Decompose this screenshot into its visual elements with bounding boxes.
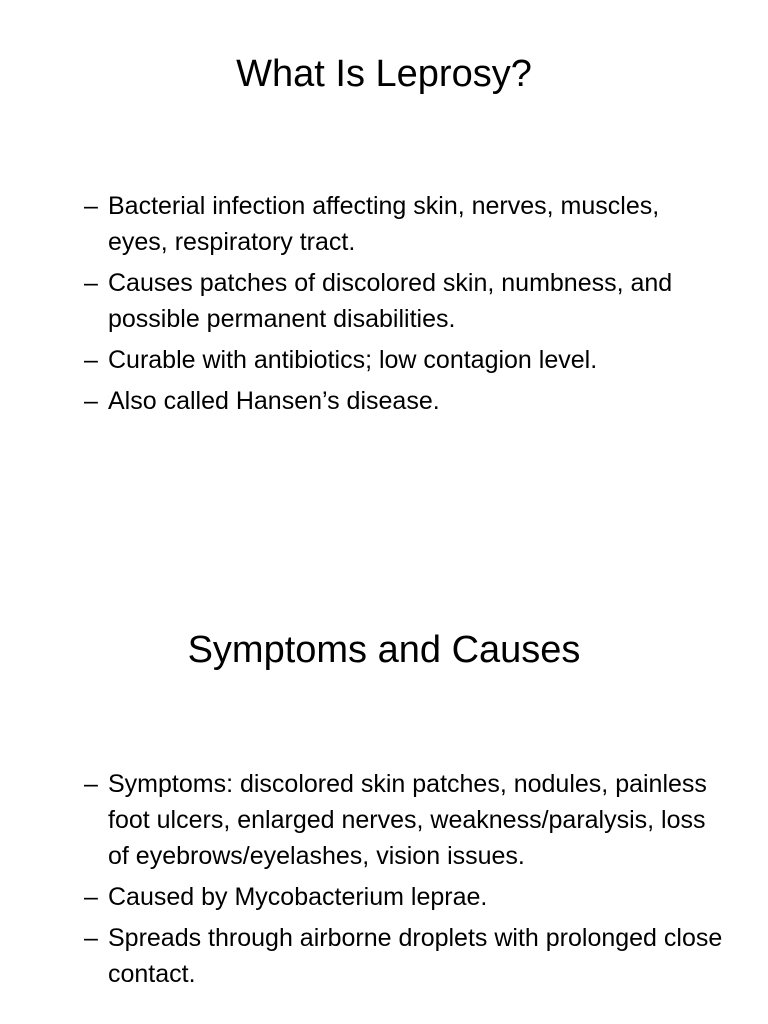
bullet-item [84,265,724,337]
bullet-text: Also called Hansen’s disease. [108,387,440,415]
slide-title: Symptoms and Causes [187,629,581,671]
bullet-item [84,188,724,260]
dash-bullet-icon: – [84,346,98,374]
bullet-text: Bacterial infection affecting skin, nerves, muscles, eyes, respiratory tract. [108,192,660,256]
bullet-text: Spreads through airborne droplets with prolonged close contact. [108,924,723,988]
bullet-list [84,188,724,424]
bullet-item [84,879,724,915]
dash-bullet-icon: – [84,269,98,297]
dash-bullet-icon: – [84,883,98,911]
dash-bullet-icon: – [84,387,98,415]
dash-bullet-icon: – [84,770,98,798]
dash-bullet-icon: – [84,192,98,220]
bullet-text: Curable with antibiotics; low contagion level. [108,346,598,374]
bullet-text: Caused by Mycobacterium leprae. [108,883,488,911]
bullet-list [84,766,724,997]
bullet-item [84,342,724,378]
slide-title: What Is Leprosy? [236,53,532,95]
bullet-item [84,920,724,992]
slide-symptoms-and-causes [0,576,768,1024]
bullet-item [84,766,724,874]
dash-bullet-icon: – [84,924,98,952]
bullet-text: Causes patches of discolored skin, numbness, and possible permanent disabilities. [108,269,673,333]
bullet-text: Symptoms: discolored skin patches, nodules, painless foot ulcers, enlarged nerves, weakness/paralysis, loss of eyebrows/eyelashes, vision issues. [108,770,707,870]
bullet-item [84,383,724,419]
